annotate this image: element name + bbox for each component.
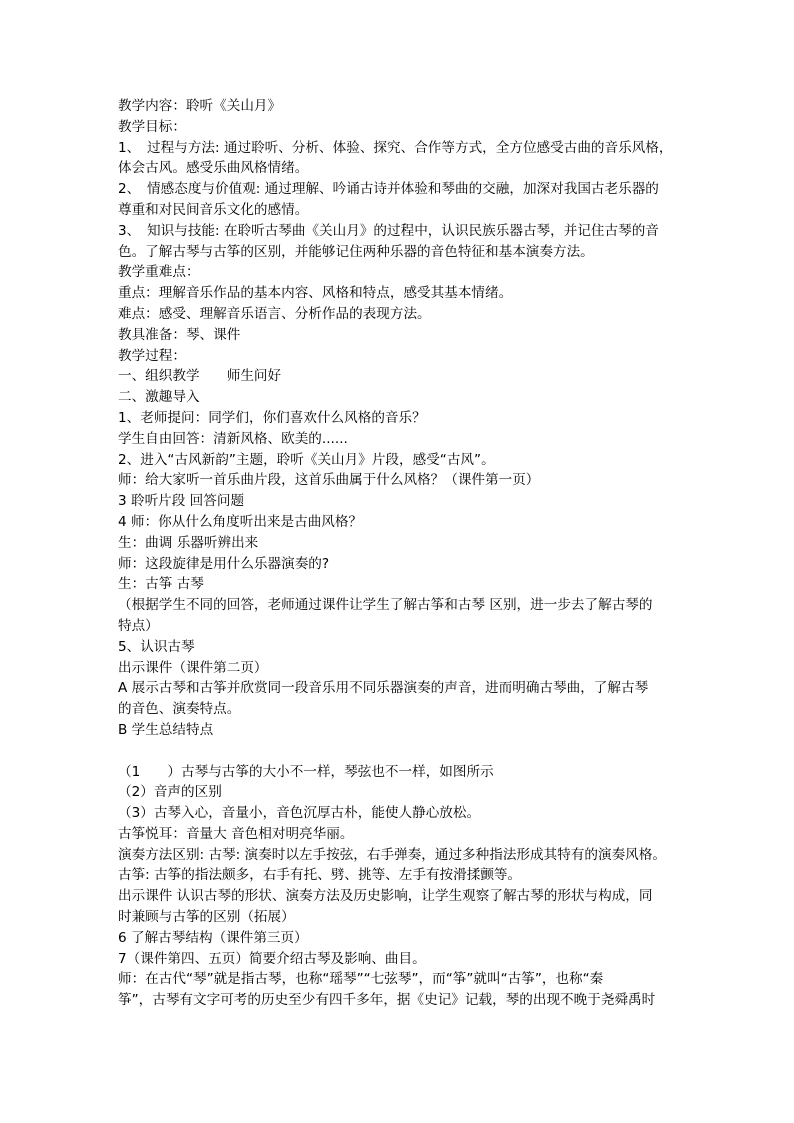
text-line: 一、组织教学 师生问好 <box>118 368 282 385</box>
text-line: 古筝悦耳：音量大 音色相对明亮华丽。 <box>118 825 354 842</box>
text-line: 3 聆听片段 回答问题 <box>118 493 245 510</box>
text-line: 4 师：你从什么角度听出来是古曲风格？ <box>118 513 363 530</box>
text-line: 二、激趣导入 <box>118 389 200 406</box>
text-line: （1 ）古琴与古筝的大小不一样，琴弦也不一样，如图所示 <box>118 763 494 780</box>
text-line: 尊重和对民间音乐文化的感情。 <box>118 201 309 218</box>
text-line: 师：在古代“琴”就是指古琴，也称“瑶琴”“七弦琴”，而“筝”就叫“古筝”，也称“秦 <box>118 971 604 988</box>
text-line: 时兼顾与古筝的区别（拓展） <box>118 909 295 926</box>
text-line: （根据学生不同的回答，老师通过课件让学生了解古筝和古琴 区别，进一步去了解古琴的 <box>118 597 653 614</box>
text-line: 1、老师提问：同学们，你们喜欢什么风格的音乐？ <box>118 409 426 426</box>
text-line: 6 了解古琴结构（课件第三页） <box>118 929 308 946</box>
text-line: 重点：理解音乐作品的基本内容、风格和特点，感受其基本情绪。 <box>118 285 513 302</box>
text-line: 色。了解古琴与古筝的区别，并能够记住两种乐器的音色特征和基本演奏方法。 <box>118 243 594 260</box>
text-line: （3）古琴入心，音量小，音色沉厚古朴，能使人静心放松。 <box>118 805 481 822</box>
text-line: 筝”，古琴有文字可考的历史至少有四千多年，据《史记》记载，琴的出现不晚于尧舜禹时 <box>118 992 656 1009</box>
text-line: 教具准备：琴、课件 <box>118 326 241 343</box>
text-line: 教学内容：聆听《关山月》 <box>118 98 282 114</box>
text-line: 1、 过程与方法: 通过聆听、分析、体验、探究、合作等方式，全方位感受古曲的音乐风格， <box>118 139 673 156</box>
text-line: A 展示古琴和古筝并欣赏同一段音乐用不同乐器演奏的声音，进而明确古琴曲，了解古琴 <box>118 680 649 697</box>
text-line: 2、进入“古风新韵”主题，聆听《关山月》片段，感受“古风”。 <box>118 451 495 468</box>
text-line: 演奏方法区别: 古琴: 演奏时以左手按弦，右手弹奏，通过多种指法形成其特有的演奏风格。 <box>118 846 666 863</box>
text-line: 学生自由回答：清新风格、欧美的...... <box>118 430 348 447</box>
text-line: 3、 知识与技能: 在聆听古琴曲《关山月》的过程中，认识民族乐器古琴，并记住古琴的音 <box>118 222 659 239</box>
text-line: 体会古风。感受乐曲风格情绪。 <box>118 160 309 177</box>
text-line: 7（课件第四、五页）简要介绍古琴及影响、曲目。 <box>118 950 426 967</box>
text-line: 的音色、演奏特点。 <box>118 701 241 718</box>
text-line: 出示课件 认识古琴的形状、演奏方法及历史影响，让学生观察了解古琴的形状与构成，同 <box>118 888 653 905</box>
text-line: 难点：感受、理解音乐语言、分析作品的表现方法。 <box>118 305 431 322</box>
text-line: 教学目标： <box>118 118 186 135</box>
text-line: （2）音声的区别 <box>118 784 222 801</box>
text-line: 2、 情感态度与价值观: 通过理解、吟诵古诗并体验和琴曲的交融，加深对我国古老乐器的 <box>118 181 659 198</box>
text-line: 出示课件（课件第二页） <box>118 659 268 676</box>
text-line: 5、认识古琴 <box>118 638 195 655</box>
text-line: 教学过程： <box>118 347 186 364</box>
blank-line <box>118 741 678 762</box>
text-line: 师：这段旋律是用什么乐器演奏的? <box>118 555 330 572</box>
text-line: 教学重难点： <box>118 264 200 281</box>
text-line: 师：给大家听一首乐曲片段，这首乐曲属于什么风格？（课件第一页） <box>118 472 540 489</box>
text-line: 古筝: 古筝的指法颇多，右手有托、劈、挑等、左手有按滑揉颤等。 <box>118 867 522 884</box>
text-line: 特点） <box>118 617 159 634</box>
text-line: B 学生总结特点 <box>118 721 214 738</box>
document-body <box>118 96 678 1011</box>
text-line: 生：曲调 乐器听辨出来 <box>118 534 259 551</box>
text-line: 生：古筝 古琴 <box>118 576 204 593</box>
